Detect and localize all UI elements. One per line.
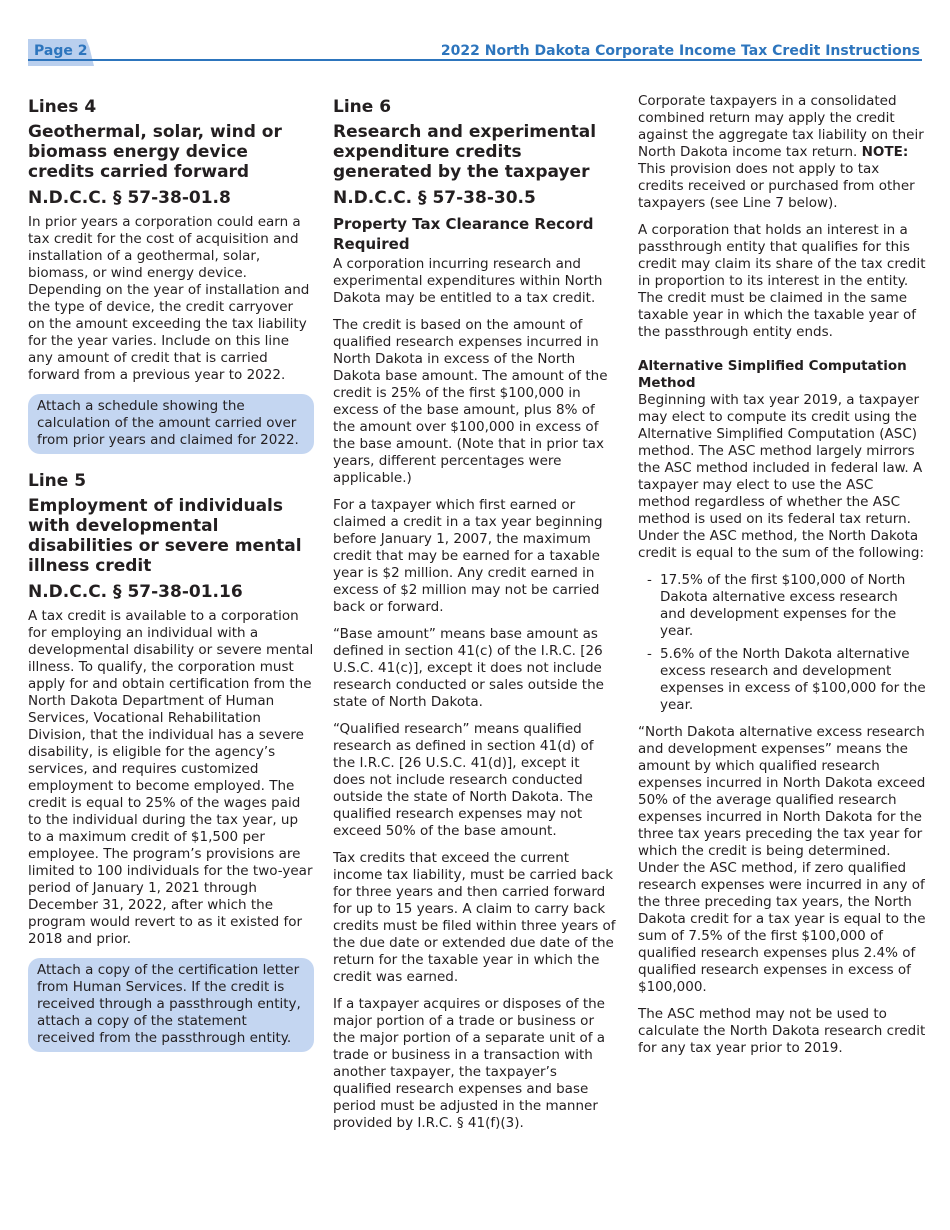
section-title-line-4: Geothermal, solar, wind or biomass energy device credits carried forward <box>28 122 282 182</box>
paragraph: A corporation that holds an interest in a passthrough entity that qualifies for this credit may claim its share of the tax credit in proportion to its interest in the entity. The credit must be claimed in the same taxable year in which the taxable year of the passthrough entity ends. <box>638 222 926 340</box>
paragraph: “Base amount” means base amount as defined in section 41(c) of the I.R.C. [26 U.S.C. 41(c)], except it does not include research conducted or sales outside the state of North Dakota. <box>333 626 604 710</box>
section-title-line-5: Employment of individuals with developmental disabilities or severe mental illness credit <box>28 496 302 576</box>
section-heading-line-6: Line 6 <box>333 97 392 117</box>
document-title: 2022 North Dakota Corporate Income Tax Credit Instructions <box>440 43 920 59</box>
paragraph: The ASC method may not be used to calculate the North Dakota research credit for any tax year prior to 2019. <box>638 1006 926 1056</box>
paragraph: If a taxpayer acquires or disposes of the major portion of a trade or business or the major portion of a separate unit of a trade or business in a transaction with another taxpayer, the taxpayer’s qualified research expenses and base period must be adjusted in the manner provided by I.R.C. § 41(f)(3). <box>333 996 606 1131</box>
column-right <box>638 93 926 1067</box>
paragraph: The credit is based on the amount of qualified research expenses incurred in North Dakota in excess of the North Dakota base amount. The amount of the credit is 25% of the first $100,000 in excess of the base amount, plus 8% of the amount over $100,000 in excess of the base amount. (Note that in prior tax years, different percentages were applicable.) <box>333 317 608 486</box>
line-5-note-text: Attach a copy of the certification letter from Human Services. If the credit is received through a passthrough entity, attach a copy of the statement received from the passthrough entity. <box>37 962 301 1046</box>
note-text: This provision does not apply to tax credits received or purchased from other taxpayers (see Line 7 below). <box>638 161 915 211</box>
header-rule <box>28 59 922 61</box>
page-number: Page 2 <box>34 43 88 59</box>
line-5-note-box <box>28 958 314 1052</box>
statute-reference-line-4: N.D.C.C. § 57-38-01.8 <box>28 188 231 208</box>
line-4-body: In prior years a corporation could earn a tax credit for the cost of acquisition and installation of a geothermal, solar, biomass, or wind energy device. Depending on the year of installation and the type of device, the credit carryover on the amount exceeding the tax liability for the year varies. Include on this line any amount of credit that is carried forward from a previous year to 2022. <box>28 214 310 383</box>
paragraph: For a taxpayer which first earned or claimed a credit in a tax year beginning before January 1, 2007, the maximum credit that may be earned for a taxable year is $2 million. Any credit earned in excess of $2 million may not be carried back or forward. <box>333 497 603 615</box>
property-tax-clearance-subheading: Property Tax Clearance Record Required <box>333 215 594 253</box>
paragraph: Tax credits that exceed the current income tax liability, must be carried back for three years and then carried forward for up to 15 years. A claim to carry back credits must be filed within three years of the due date or extended due date of the return for the taxable year in which the credit was earned. <box>333 850 616 985</box>
section-heading-line-4: Lines 4 <box>28 97 97 117</box>
paragraph: “North Dakota alternative excess research and development expenses” means the amount by which qualified research expenses incurred in North Dakota exceed 50% of the average qualified research expenses incurred in North Dakota for the three tax years preceding the tax year for which the credit is being determined. Under the ASC method, if zero qualified research expenses were incurred in any of the three preceding tax years, the North Dakota credit for a tax year is equal to the sum of 7.5% of the first $100,000 of qualified research expenses plus 2.4% of qualified research expenses in excess of $100,000. <box>638 724 926 995</box>
paragraph-with-note <box>638 93 926 212</box>
statute-reference-line-6: N.D.C.C. § 57-38-30.5 <box>333 188 536 208</box>
paragraph: A corporation incurring research and experimental expenditures within North Dakota may be entitled to a tax credit. <box>333 256 603 306</box>
section-title-line-6: Research and experimental expenditure credits generated by the taxpayer <box>333 122 597 182</box>
line-4-note-box <box>28 394 314 454</box>
column-middle <box>333 93 616 1142</box>
column-left <box>28 93 314 1068</box>
line-4-note-text: Attach a schedule showing the calculation of the amount carried over from prior years and claimed for 2022. <box>37 398 299 448</box>
statute-reference-line-5: N.D.C.C. § 57-38-01.16 <box>28 582 243 602</box>
paragraph: Beginning with tax year 2019, a taxpayer may elect to compute its credit using the Alternative Simplified Computation (ASC) method. The ASC method largely mirrors the ASC method included in federal law. A taxpayer may elect to use the ASC method regardless of whether the ASC method is used on its federal tax return. Under the ASC method, the North Dakota credit is equal to the sum of the following: <box>638 392 925 561</box>
note-label: NOTE: <box>861 144 909 160</box>
asc-components-list <box>638 572 926 714</box>
list-item: - 5.6% of the North Dakota alternative excess research and development expenses in excess of $100,000 for the year. <box>638 646 926 714</box>
asc-method-subheading: Alternative Simplified Computation Method <box>638 358 907 391</box>
paragraph: “Qualified research” means qualified research as defined in section 41(d) of the I.R.C. [26 U.S.C. 41(d)], except it does not include research conducted outside the state of North Dakota. The qualified research expenses may not exceed 50% of the base amount. <box>333 721 594 839</box>
section-heading-line-5: Line 5 <box>28 471 87 491</box>
paragraph-text: Corporate taxpayers in a consolidated combined return may apply the credit against the aggregate tax liability on their North Dakota income tax return. <box>638 93 924 160</box>
page-header <box>0 0 950 70</box>
line-5-body: A tax credit is available to a corporation for employing an individual with a developmental disability or severe mental illness. To qualify, the corporation must apply for and obtain certification from the North Dakota Department of Human Services, Vocational Rehabilitation Division, that the individual has a severe disability, is eligible for the agency’s services, and requires customized employment to become employed. The credit is equal to 25% of the wages paid to the individual during the tax year, up to a maximum credit of $1,500 per employee. The program’s provisions are limited to 100 individuals for the two-year period of January 1, 2021 through December 31, 2022, after which the program would revert to as it existed for 2018 and prior. <box>28 608 314 947</box>
list-item: - 17.5% of the first $100,000 of North Dakota alternative excess research and development expenses for the year. <box>638 572 926 640</box>
